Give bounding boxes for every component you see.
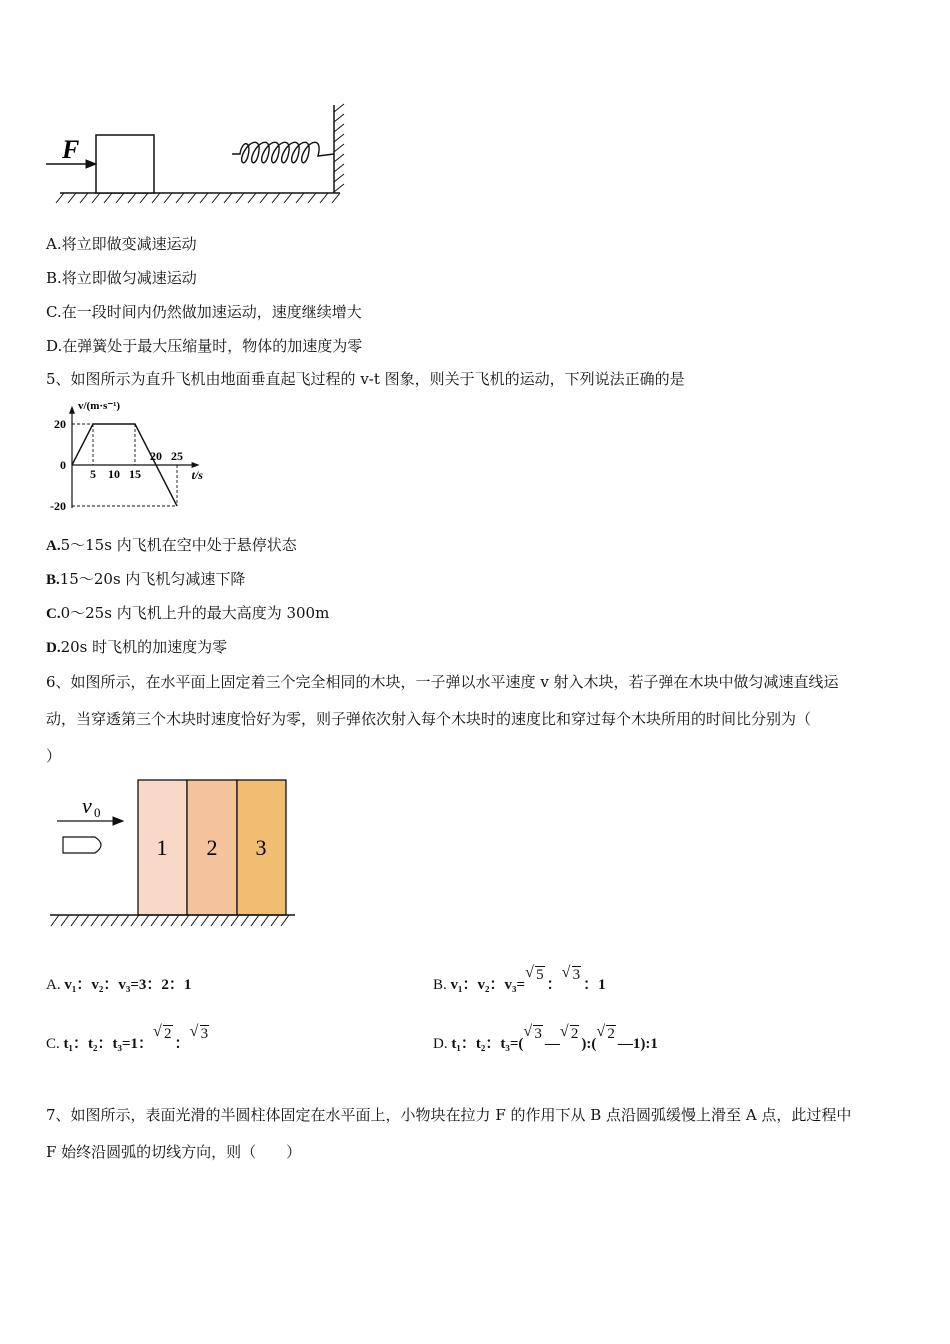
x-axis-label: t/s: [191, 468, 203, 482]
q6-option-d-prefix: D.: [433, 1036, 452, 1052]
q5-option-c: [46, 603, 329, 624]
x-tick-label: 15: [129, 467, 141, 481]
q6-option-b-tail: ：1: [583, 977, 606, 993]
bullet: [63, 837, 101, 853]
bullet-blocks-figure: [45, 775, 305, 930]
y-tick-label: -20: [50, 499, 66, 513]
q6-stem-line1: 6、如图所示，在水平面上固定着三个完全相同的木块，一子弹以水平速度 v 射入木块，若子弹在木块中做匀减速直线运: [46, 673, 839, 691]
sqrt-2: √ 2: [560, 1024, 580, 1044]
q5-option-b-label: B.: [46, 572, 60, 588]
velocity-subscript: 0: [94, 805, 101, 820]
y-tick-label: 0: [60, 458, 66, 472]
q5-option-a: [46, 535, 297, 556]
spring: [232, 142, 334, 162]
q6-option-c: [46, 1026, 211, 1054]
velocity-label: [82, 793, 101, 820]
q6-stem-line2: 动，当穿透第三个木块时速度恰好为零，则子弹依次射入每个木块时的速度比和穿过每个木块所用的时间比分别为（: [46, 710, 812, 728]
q6-option-d-mid: ):(: [581, 1036, 597, 1052]
q6-option-c-prefix: C.: [46, 1036, 64, 1052]
q5-option-a-label: A.: [46, 538, 61, 554]
sqrt-5: √ 5: [525, 965, 545, 985]
q6-option-d: [433, 1026, 658, 1054]
q5-option-b: [46, 569, 245, 590]
q5-option-c-label: C.: [46, 606, 61, 622]
q6-option-b: [433, 967, 606, 995]
q5-option-c-text: 0～25s 内飞机上升的最大高度为 300m: [60, 604, 330, 622]
block-2-label: 2: [206, 835, 218, 860]
y-axis-arrow: [69, 406, 75, 414]
y-tick-label: 20: [54, 417, 66, 431]
x-tick-label: 5: [90, 467, 96, 481]
sqrt-3: √ 3: [523, 1024, 543, 1044]
q5-option-b-text: 15～20s 内飞机匀减速下降: [59, 570, 246, 588]
sqrt-3: √ 3: [562, 965, 582, 985]
ground: [56, 193, 340, 203]
q6-option-a-prefix: A.: [46, 977, 65, 993]
vt-chart: [40, 395, 230, 520]
q6-option-b-ratio: v₁：v₂：v₃=: [450, 977, 526, 993]
y-axis-label: v/(m·s⁻¹): [78, 400, 121, 412]
sqrt-3: √ 3: [190, 1024, 210, 1044]
x-tick-label: 10: [108, 467, 120, 481]
q6-option-a: [46, 975, 191, 995]
q5-stem: 5、如图所示为直升飞机由地面垂直起飞过程的 v-t 图象，则关于飞机的运动，下列说法正确的是: [46, 370, 685, 388]
q7-stem-line1: 7、如图所示，表面光滑的半圆柱体固定在水平面上，小物块在拉力 F 的作用下从 B 点沿圆弧缓慢上滑至 A 点，此过程中: [46, 1106, 852, 1124]
q6-option-d-minus: —: [544, 1036, 560, 1052]
q5-option-d-label: D.: [46, 640, 61, 656]
sqrt-2: √ 2: [596, 1024, 616, 1044]
sqrt-2: √ 2: [153, 1024, 173, 1044]
q6-stem-line3: ）: [46, 747, 62, 765]
q6-option-c-sep: ：: [174, 1036, 190, 1052]
q6-option-d-ratio: t₁：t₂：t₃=(: [451, 1036, 524, 1052]
q5-option-d: [46, 637, 227, 658]
q5-option-a-text: 5～15s 内飞机在空中处于悬停状态: [60, 536, 297, 554]
block: [96, 135, 154, 193]
x-tick-label: 25: [171, 449, 183, 463]
wall: [334, 104, 344, 193]
q6-option-c-ratio: t₁：t₂：t₃=1：: [63, 1036, 154, 1052]
force-label: F: [62, 135, 80, 164]
q6-option-b-prefix: B.: [433, 977, 451, 993]
x-tick-label: 20: [150, 449, 162, 463]
q4-option-d: D.在弹簧处于最大压缩量时，物体的加速度为零: [46, 337, 363, 355]
q7-stem-line2: F 始终沿圆弧的切线方向，则（ ）: [46, 1143, 302, 1161]
q4-option-a: A.将立即做变减速运动: [46, 235, 197, 253]
q4-option-c: C.在一段时间内仍然做加速运动，速度继续增大: [46, 303, 362, 321]
spring-block-figure: [40, 100, 360, 210]
q5-option-d-text: 20s 时飞机的加速度为零: [60, 638, 228, 656]
velocity-symbol: v: [82, 793, 92, 818]
q6-option-d-tail: —1):1: [617, 1036, 658, 1052]
q6-option-a-ratio: v₁：v₂：v₃=3：2：1: [64, 977, 192, 993]
q4-option-b: B.将立即做匀减速运动: [46, 269, 197, 287]
block-3-label: 3: [255, 835, 267, 860]
block-1-label: 1: [156, 835, 168, 860]
q6-option-b-sep: ：: [546, 977, 562, 993]
velocity-arrow: [57, 817, 123, 825]
ground-2: [50, 915, 295, 926]
